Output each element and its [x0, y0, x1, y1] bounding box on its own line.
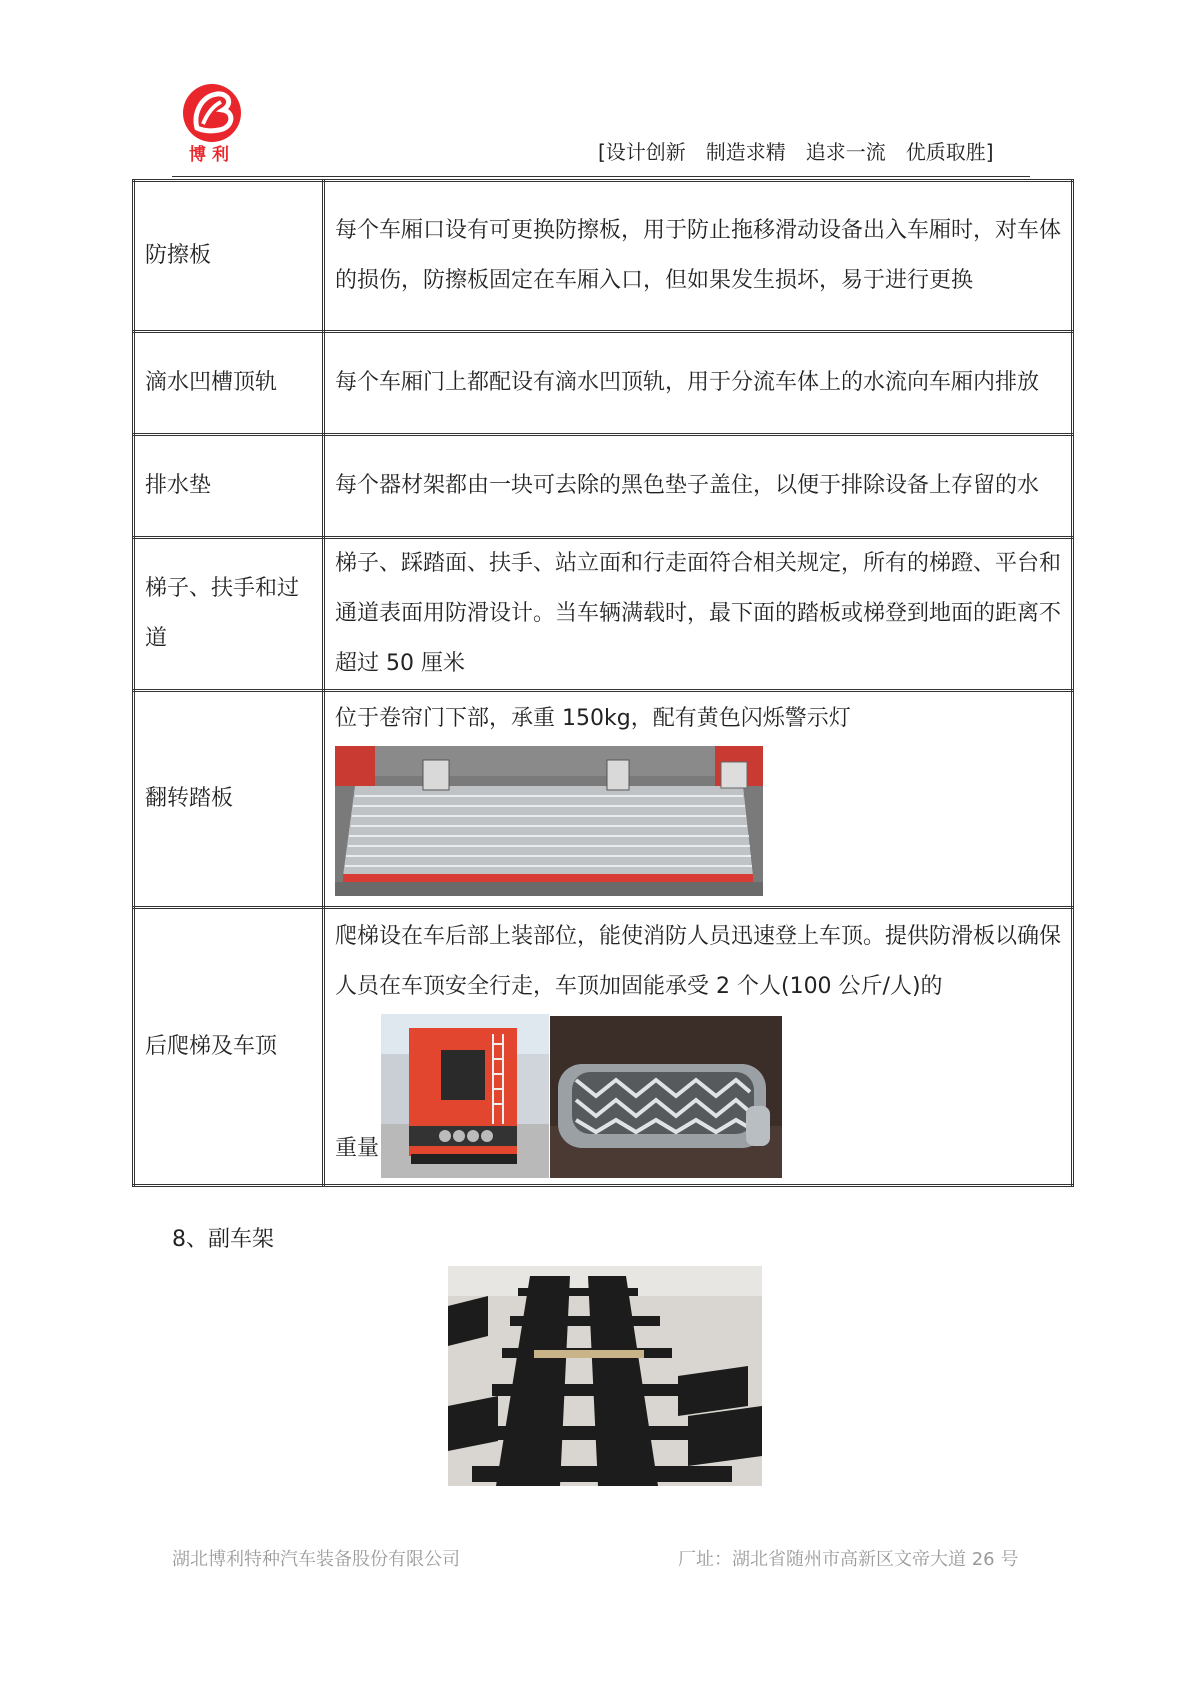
row-label: 翻转踏板	[134, 691, 324, 908]
row-description-with-photos	[324, 908, 1073, 1186]
footer-company: 湖北博利特种汽车装备股份有限公司	[172, 1549, 460, 1570]
table-row	[134, 908, 1073, 1186]
row-description: 爬梯设在车后部上装部位，能使消防人员迅速登上车顶。提供防滑板以确保人员在车顶安全行走，车顶加固能承受 2 个人(100 公斤/人)的	[335, 923, 1062, 999]
logo-mark-icon	[183, 84, 241, 142]
section-title: 8、副车架	[172, 1227, 274, 1252]
row-label: 滴水凹槽顶轨	[134, 332, 324, 435]
row-label: 梯子、扶手和过道	[134, 538, 324, 691]
table-row	[134, 538, 1073, 691]
row-description: 位于卷帘门下部，承重 150kg，配有黄色闪烁警示灯	[335, 706, 851, 731]
row-label: 防擦板	[134, 181, 324, 332]
anti-slip-plate-photo	[550, 1016, 782, 1178]
logo-text: 博利	[189, 145, 235, 165]
table-row	[134, 181, 1073, 332]
footer-address: 厂址：湖北省随州市高新区文帝大道 26 号	[678, 1549, 1019, 1570]
table-row	[134, 332, 1073, 435]
company-logo	[180, 84, 250, 164]
row-label: 排水垫	[134, 435, 324, 538]
row-description-tail: 重量	[335, 1135, 380, 1161]
flip-step-photo	[335, 746, 763, 896]
row-description: 每个器材架都由一块可去除的黑色垫子盖住，以便于排除设备上存留的水	[324, 435, 1073, 538]
spec-table	[132, 179, 1074, 1187]
ladder-photos	[335, 1012, 1061, 1182]
truck-rear-photo	[381, 1014, 549, 1178]
header-divider	[172, 176, 1030, 177]
header-slogan: [设计创新 制造求精 追求一流 优质取胜]	[598, 140, 994, 164]
table-row	[134, 435, 1073, 538]
subframe-photo	[448, 1266, 762, 1486]
table-row	[134, 691, 1073, 908]
row-description: 每个车厢门上都配设有滴水凹顶轨，用于分流车体上的水流向车厢内排放	[324, 332, 1073, 435]
row-description: 梯子、踩踏面、扶手、站立面和行走面符合相关规定，所有的梯蹬、平台和通道表面用防滑设计。当车辆满载时，最下面的踏板或梯登到地面的距离不超过 50 厘米	[324, 538, 1073, 691]
row-label: 后爬梯及车顶	[134, 908, 324, 1186]
row-description-with-photo	[324, 691, 1073, 908]
row-description: 每个车厢口设有可更换防擦板，用于防止拖移滑动设备出入车厢时，对车体的损伤，防擦板固定在车厢入口，但如果发生损坏，易于进行更换	[324, 181, 1073, 332]
